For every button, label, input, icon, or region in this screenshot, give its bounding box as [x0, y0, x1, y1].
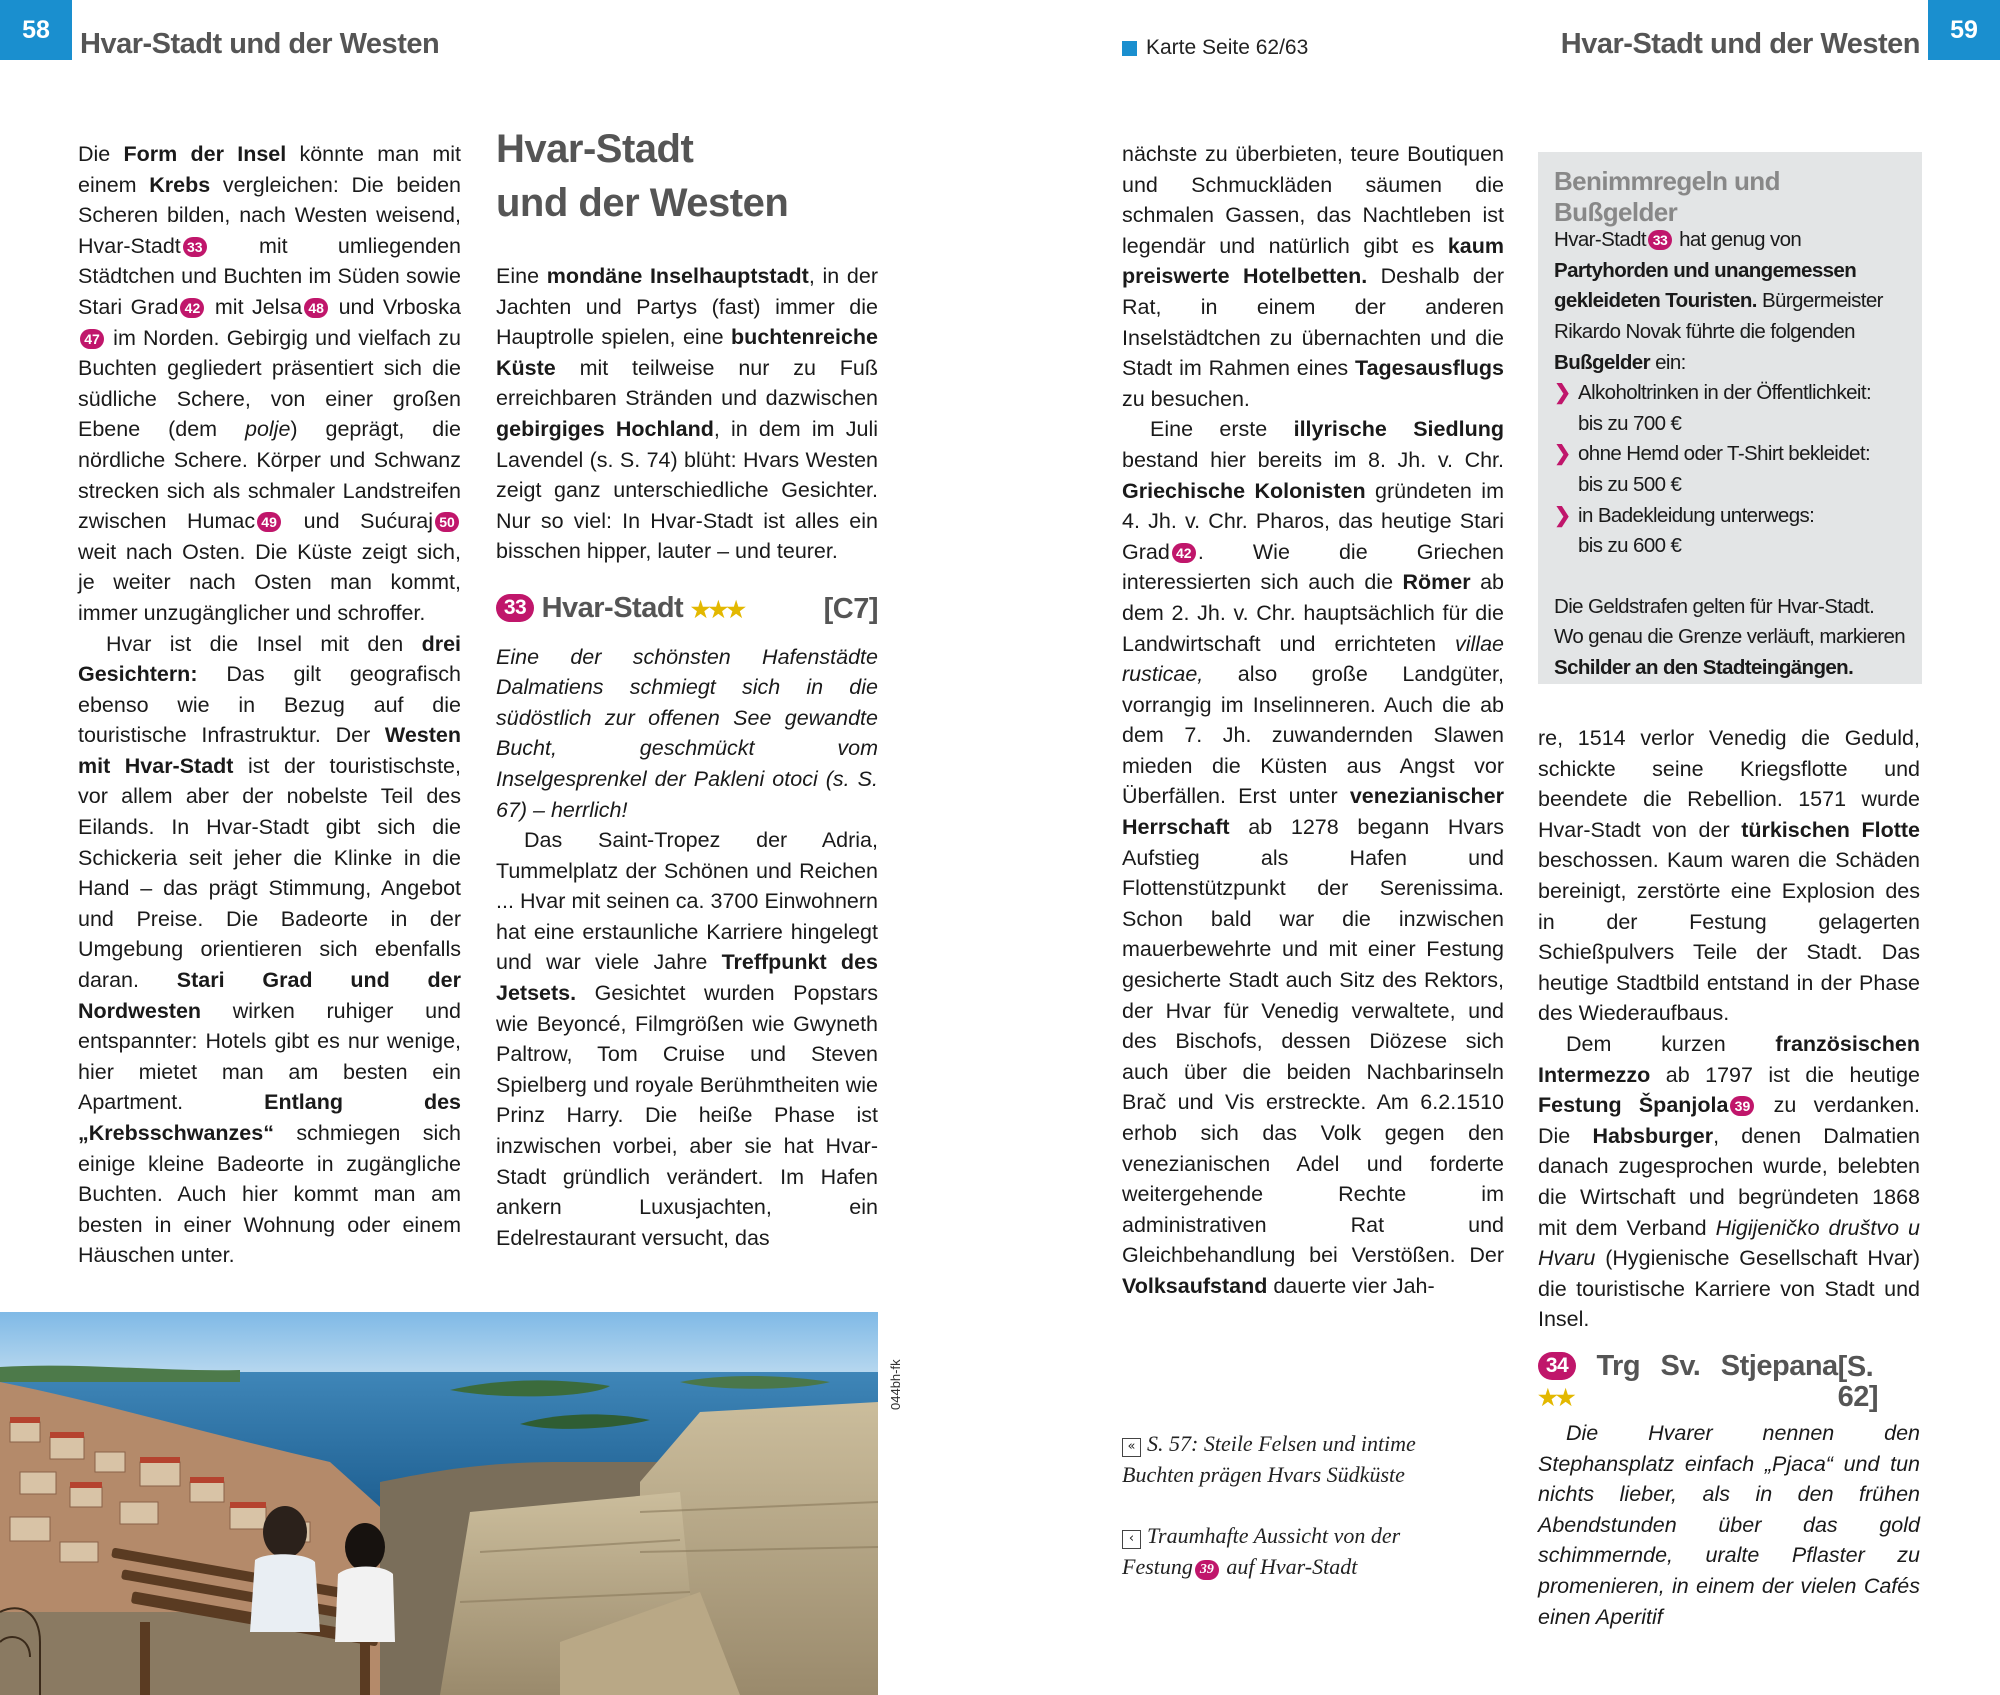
- column-1: [78, 139, 461, 1271]
- fines-list: [1554, 378, 1908, 562]
- caption-text: Traumhafte Aussicht von der Festung 39 auf Hvar-Stadt: [1122, 1523, 1401, 1579]
- paragraph: re, 1514 verlor Venedig die Geduld, schickte seine Kriegsflotte und beendete die Rebellion. 1571 wurde Hvar-Stadt von der türkischen Flotte beschossen. Kaum waren die Schäden bereinigt, zerstörte eine Explosion des in der Festung gelagerten Schießpulvers Teile der Stadt. Das heutige Stadtbild entstand in der Phase des Wiederaufbaus.: [1538, 726, 1920, 1026]
- right-page-number: 59: [1928, 0, 2000, 60]
- bold-term: drei Gesichtern:: [78, 631, 461, 687]
- star-rating: ★★: [1538, 1385, 1574, 1411]
- bold-term: Festung Španjola: [1538, 1093, 1729, 1118]
- caption-photo: [1122, 1520, 1462, 1582]
- chevron-right-icon: ❯: [1554, 442, 1571, 466]
- section-teaser: Die Hvarer nennen den Stephansplatz einfach „Pjaca“ und tun nichts lieber, als in den frühen Abendstunden über das gold schimmernde, uralte Pflaster zu promenieren, in einem der vielen Cafés einen Aperitif: [1538, 1421, 1920, 1629]
- bold-term: buchtenreiche Küste: [496, 325, 878, 380]
- right-running-head: Hvar-Stadt und der Westen: [1560, 28, 1920, 60]
- fine-amount: bis zu 700 €: [1578, 411, 1682, 435]
- bold-term: Partyhorden und unangemessen gekleideten Touristen.: [1554, 258, 1857, 313]
- fine-amount: bis zu 600 €: [1578, 534, 1682, 558]
- info-box-note: Die Geldstrafen gelten für Hvar-Stadt. Wo genau die Grenze verläuft, markieren Schilder an den Stadteingängen.: [1554, 594, 1906, 679]
- bold-term: Krebs: [149, 172, 211, 197]
- chapter-title-line: und der Westen: [496, 181, 789, 225]
- chevron-right-icon: ❯: [1554, 503, 1571, 527]
- paragraph: nächste zu überbieten, teure Boutiquen und Schmuckläden säumen die schmalen Gassen, das Nachtleben ist legendär und natürlich gibt es kaum preiswerte Hotelbetten. Deshalb der Rat, in einem der anderen Inselstädtchen zu übernachten und die Stadt im Rahmen eines Tagesausflugs zu besuchen.: [1122, 142, 1505, 411]
- bold-term: Entlang des „Krebsschwanzes“: [78, 1090, 461, 1145]
- left-running-head: Hvar-Stadt und der Westen: [80, 28, 440, 60]
- section-teaser: Eine der schönsten Hafenstädte Dalmatiens schmiegt sich in die südöstlich zur offenen See gewandte Bucht, geschmückt vom Inselgesprenkel der Pakleni otoci (s. S. 67) – herrlich!: [496, 644, 878, 822]
- paragraph: Eine erste illyrische Siedlung bestand hier bereits im 8. Jh. v. Chr. Griechische Kolonisten gründeten im 4. Jh. v. Chr. Pharos, das heutige Stari Grad 42 . Wie die Griechen interessierten sich auch die Römer ab dem 2. Jh. v. Chr. hauptsächlich für die Landwirtschaft und errichteten villae rusticae, also große Landgüter, vorrangig im Inselinneren. Auch die ab dem 7. Jh. zuwandernden Slawen mieden die Küsten aus Angst vor Überfällen. Erst unter venezianischer Herrschaft ab 1278 begann Hvars Aufstieg als Hafen und Flottenstützpunkt der Serenissima. Schon bald war die inzwischen mauerbewehrte und mit einer Festung gesicherte Stadt auch Sitz des Rektors, der Hvar für Venedig verwaltete, und des Bischofs, dessen Diözese sich auch über die beiden Nachbarinseln Brač und Vis erstreckte. Am 6.2.1510 erhob sich das Volk gegen den venezianischen Adel und forderte weitergehende Rechte im administrativen Rat und Gleichbehandlung bei Verstößen. Der Volksaufstand dauerte vier Jah-: [1122, 417, 1504, 1298]
- sight-number-badge: 34: [1538, 1352, 1576, 1380]
- fine-label: in Badekleidung unterwegs:: [1578, 503, 1815, 527]
- map-grid-reference: [S. 62]: [1837, 1350, 1879, 1414]
- intro-paragraph: Eine mondäne Inselhauptstadt, in der Jachten und Partys (fast) immer die Hauptrolle spielen, eine buchtenreiche Küste mit teilweise nur zu Fuß erreichbaren Stränden und dazwischen gebirgiges Hochland, in dem im Juli Lavendel (s. S. 74) blüht: Hvars Westen zeigt ganz unterschiedliche Gesichter. Nur so viel: In Hvar-Stadt ist alles ein bisschen hipper, lauter – und teurer.: [496, 264, 879, 564]
- double-left-arrow-icon: «: [1122, 1438, 1141, 1457]
- paragraph: Das Saint-Tropez der Adria, Tummelplatz der Schönen und Reichen ... Hvar mit seinen ca. 3700 Einwohnern hat eine erstaunliche Karriere hingelegt und war viele Jahre Treffpunkt des Jetsets. Gesichtet wurden Popstars wie Beyoncé, Filmgrößen wie Gwyneth Paltrow, Tom Cruise und Steven Spielberg und royale Berühmtheiten wie Prinz Harry. Die heiße Phase ist inzwischen vorbei, aber sie hat Hvar-Stadt gründlich verändert. Im Hafen ankern Luxusjachten, ein Edelrestaurant versucht, das: [496, 828, 878, 1250]
- sight-number-badge: 33: [183, 237, 207, 257]
- fine-item: [1554, 439, 1908, 500]
- bold-term: Tagesausflugs: [1355, 356, 1504, 381]
- sight-number-badge: 48: [304, 298, 328, 318]
- bold-term: Schilder an den Stadteingängen.: [1554, 655, 1854, 679]
- sight-number-badge: 39: [1730, 1096, 1754, 1116]
- fine-item: [1554, 378, 1908, 439]
- sight-number-badge: 39: [1195, 1560, 1219, 1580]
- map-grid-reference: [C7]: [823, 592, 878, 625]
- column-3: [1122, 139, 1504, 1302]
- map-reference: [1122, 36, 1308, 60]
- sight-number-badge: 47: [80, 329, 104, 349]
- map-reference-text: Karte Seite 62/63: [1146, 36, 1309, 59]
- italic-term: polje: [244, 417, 291, 442]
- bold-term: Form der Insel: [123, 142, 287, 166]
- italic-term: Higijeničko društvo u Hvaru: [1538, 1215, 1920, 1271]
- left-page-number: 58: [0, 0, 72, 60]
- info-box-fines: [1538, 152, 1922, 684]
- bold-term: venezianischer Herrschaft: [1122, 784, 1504, 840]
- section-heading-34: [1538, 1351, 1920, 1414]
- info-box-intro: Hvar-Stadt 33 hat genug von Partyhorden und unangemessen gekleideten Touristen. Bürgermeister Rikardo Novak führte die folgenden Bußgelder ein:: [1554, 228, 1883, 374]
- chapter-title: [496, 122, 788, 230]
- fine-label: ohne Hemd oder T-Shirt bekleidet:: [1578, 442, 1871, 466]
- info-box-title: Benimmregeln und Bußgelder: [1554, 166, 1780, 227]
- fine-amount: bis zu 500 €: [1578, 472, 1682, 496]
- bold-term: kaum preiswerte Hotelbetten.: [1122, 233, 1504, 289]
- sight-number-badge: 50: [435, 512, 459, 532]
- chevron-right-icon: ❯: [1554, 381, 1571, 405]
- bold-term: Griechische Kolonisten: [1122, 478, 1366, 503]
- sight-number-badge: 33: [1648, 230, 1672, 250]
- bold-term: Westen mit Hvar-Stadt: [78, 723, 461, 778]
- bold-term: Habsburger: [1592, 1123, 1714, 1148]
- left-arrow-icon: ‹: [1122, 1530, 1141, 1549]
- bold-term: mondäne Inselhauptstadt: [546, 264, 809, 288]
- paragraph: Hvar ist die Insel mit den drei Gesichtern: Das gilt geografisch ebenso wie in Bezug auf die touristische Infrastruktur. Der Westen mit Hvar-Stadt ist der touristischste, vor allem aber der nobelste Teil des Eilands. In Hvar-Stadt gibt sich die Schickeria seit jeher die Klinke in die Hand – das prägt Stimmung, Angebot und Preise. Die Badeorte in der Umgebung orientieren sich ebenfalls daran. Stari Grad und der Nordwesten wirken ruhiger und entspannter: Hotels gibt es nur wenige, hier mietet man am besten ein Apartment. Entlang des „Krebsschwanzes“ schmiegen sich einige kleine Badeorte in zugängliche Buchten. Auch hier kommt man am besten in einer Wohnung oder einem Häuschen unter.: [78, 631, 461, 1268]
- paragraph: Die Form der Insel könnte man mit einem Krebs vergleichen: Die beiden Scheren bilden, nach Westen weisend, Hvar-Stadt 33 mit umliegenden Städtchen und Buchten im Süden sowie Stari Grad 42 mit Jelsa 48 und Vrboska47 im Norden. Gebirgig und vielfach zu Buchten gegliedert präsentiert sich die südliche Schere, von einer großen Ebene (dem polje) geprägt, die nördliche Schere. Körper und Schwanz strecken sich als schmaler Landstreifen zwischen Humac 49 und Sućuraj 50 weit nach Osten. Die Küste zeigt sich, je weiter nach Osten man kommt, immer unzugänglicher und schroffer.: [78, 142, 461, 625]
- section-name: Hvar-Stadt: [541, 591, 684, 624]
- square-marker-icon: [1122, 41, 1137, 56]
- bold-term: Stari Grad und der Nordwesten: [78, 968, 461, 1023]
- column-4: [1538, 723, 1920, 1632]
- caption-text: S. 57: Steile Felsen und intime Buchten prägen Hvars Südküste: [1122, 1431, 1416, 1487]
- sight-number-badge: 42: [180, 298, 204, 318]
- sight-number-badge: 49: [257, 512, 281, 532]
- bold-term: gebirgiges Hochland: [496, 416, 714, 441]
- column-2: [496, 261, 878, 1253]
- bold-term: türkischen Flotte: [1741, 817, 1920, 842]
- bold-term: Treffpunkt des Jetsets.: [496, 950, 878, 1006]
- fine-label: Alkoholtrinken in der Öffentlichkeit:: [1578, 381, 1872, 405]
- star-rating: ★★★: [690, 596, 744, 622]
- section-heading-33: [496, 593, 878, 626]
- chapter-title-line: Hvar-Stadt: [496, 127, 694, 171]
- section-name: Trg Sv. Stjepana: [1596, 1349, 1838, 1382]
- bold-term: französischen Intermezzo: [1538, 1031, 1920, 1087]
- sight-number-badge: 33: [496, 594, 534, 622]
- bold-term: Volksaufstand: [1122, 1273, 1268, 1298]
- bold-term: Römer: [1402, 570, 1471, 595]
- caption-previous-page: [1122, 1428, 1462, 1490]
- bold-term: illyrische Siedlung: [1293, 417, 1504, 442]
- sight-number-badge: 42: [1172, 543, 1196, 563]
- bold-term: Bußgelder: [1554, 350, 1650, 374]
- fine-item: [1554, 501, 1908, 562]
- italic-term: villae rusticae,: [1122, 631, 1504, 687]
- photo-hvar-view: [0, 1312, 878, 1695]
- photo-credit: 044bh-fk: [888, 1359, 903, 1410]
- paragraph: Dem kurzen französischen Intermezzo ab 1797 ist die heutige Festung Španjola 39 zu verdanken. Die Habsburger, denen Dalmatien danach zugesprochen wurde, belebten die Wirtschaft und begründeten 1868 mit dem Verband Higijeničko društvo u Hvaru (Hygienische Gesellschaft Hvar) die touristische Karriere von Stadt und Insel.: [1538, 1031, 1921, 1332]
